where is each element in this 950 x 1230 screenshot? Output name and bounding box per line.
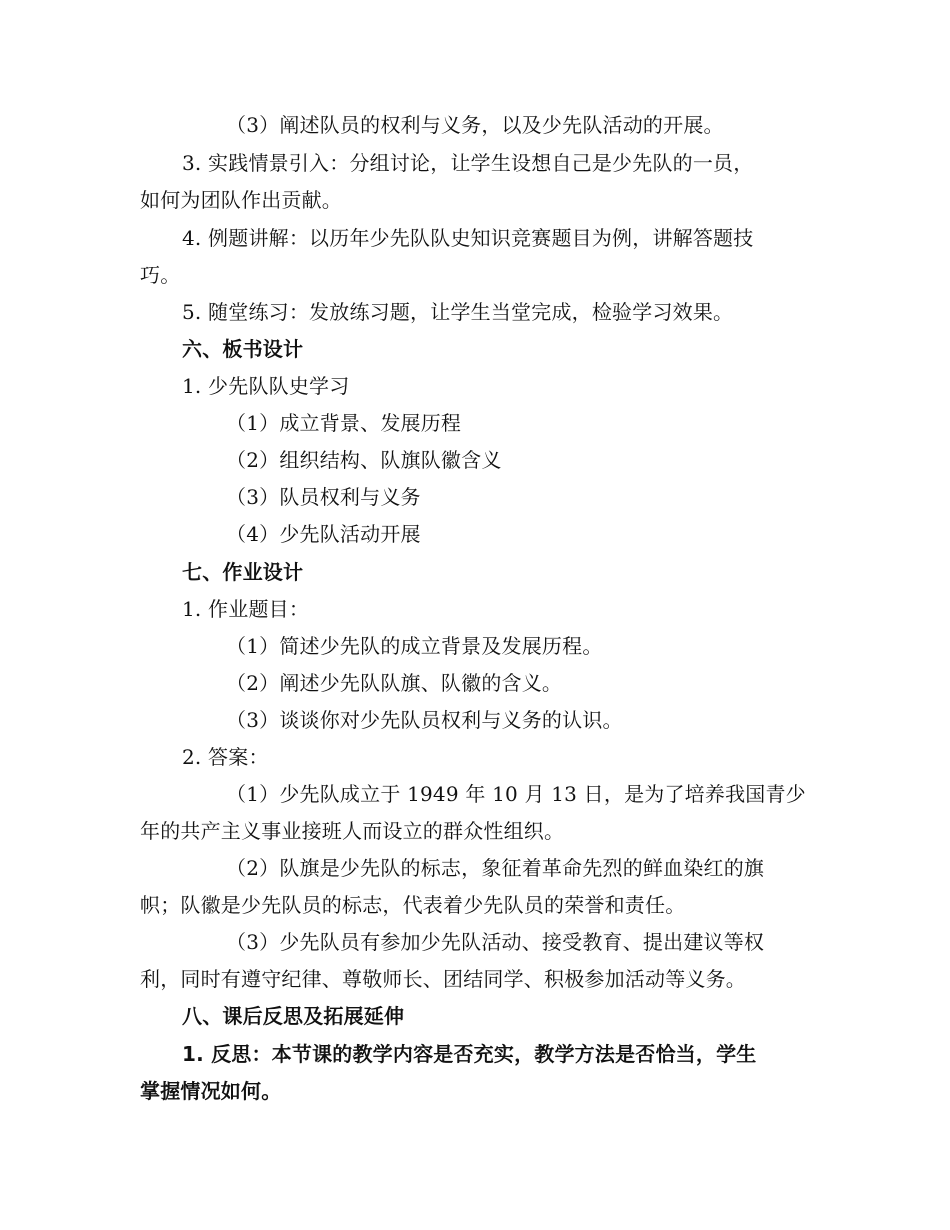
section-heading: 六、板书设计 xyxy=(182,337,304,361)
text-line-sub-item: （2）阐述少先队队旗、队徽的含义。 xyxy=(226,671,563,695)
text-line-sub-item: （2）组织结构、队旗队徽含义 xyxy=(226,448,502,472)
text-line-continuation: 掌握情况如何。 xyxy=(140,1079,282,1103)
text-line-numbered-item: 5. 随堂练习：发放练习题，让学生当堂完成，检验学习效果。 xyxy=(182,300,734,324)
text-line-continuation: 如何为团队作出贡献。 xyxy=(140,188,342,212)
text-line-numbered-item: 1. 少先队队史学习 xyxy=(182,374,350,398)
section-heading: 七、作业设计 xyxy=(182,560,304,584)
text-line-sub-item: （3）阐述队员的权利与义务，以及少先队活动的开展。 xyxy=(226,113,724,137)
text-line-sub-item: （3）谈谈你对少先队员权利与义务的认识。 xyxy=(226,708,623,732)
text-line-sub-item: （1）成立背景、发展历程 xyxy=(226,411,462,435)
text-line-continuation: 巧。 xyxy=(140,263,181,287)
text-line-sub-item: （1）少先队成立于 1949 年 10 月 13 日，是为了培养我国青少 xyxy=(226,782,806,806)
text-line-continuation: 年的共产主义事业接班人而设立的群众性组织。 xyxy=(140,819,565,843)
section-heading: 八、课后反思及拓展延伸 xyxy=(182,1004,405,1028)
text-line-numbered-item: 3. 实践情景引入：分组讨论，让学生设想自己是少先队的一员， xyxy=(182,151,754,175)
text-line-continuation: 帜；队徽是少先队员的标志，代表着少先队员的荣誉和责任。 xyxy=(140,893,686,917)
text-line-sub-item: （1）简述少先队的成立背景及发展历程。 xyxy=(226,634,603,658)
text-line-numbered-item: 1. 作业题目： xyxy=(182,597,310,621)
text-line-numbered-item: 4. 例题讲解：以历年少先队队史知识竞赛题目为例，讲解答题技 xyxy=(182,226,754,250)
text-line-numbered-item: 1. 反思：本节课的教学内容是否充实，教学方法是否恰当，学生 xyxy=(182,1042,757,1066)
text-line-numbered-item: 2. 答案： xyxy=(182,745,269,769)
text-line-sub-item: （2）队旗是少先队的标志，象征着革命先烈的鲜血染红的旗 xyxy=(226,856,765,880)
text-line-sub-item: （3）队员权利与义务 xyxy=(226,485,421,509)
text-line-sub-item: （3）少先队员有参加少先队活动、接受教育、提出建议等权 xyxy=(226,930,765,954)
text-line-continuation: 利，同时有遵守纪律、尊敬师长、团结同学、积极参加活动等义务。 xyxy=(140,967,746,991)
text-line-sub-item: （4）少先队活动开展 xyxy=(226,522,421,546)
